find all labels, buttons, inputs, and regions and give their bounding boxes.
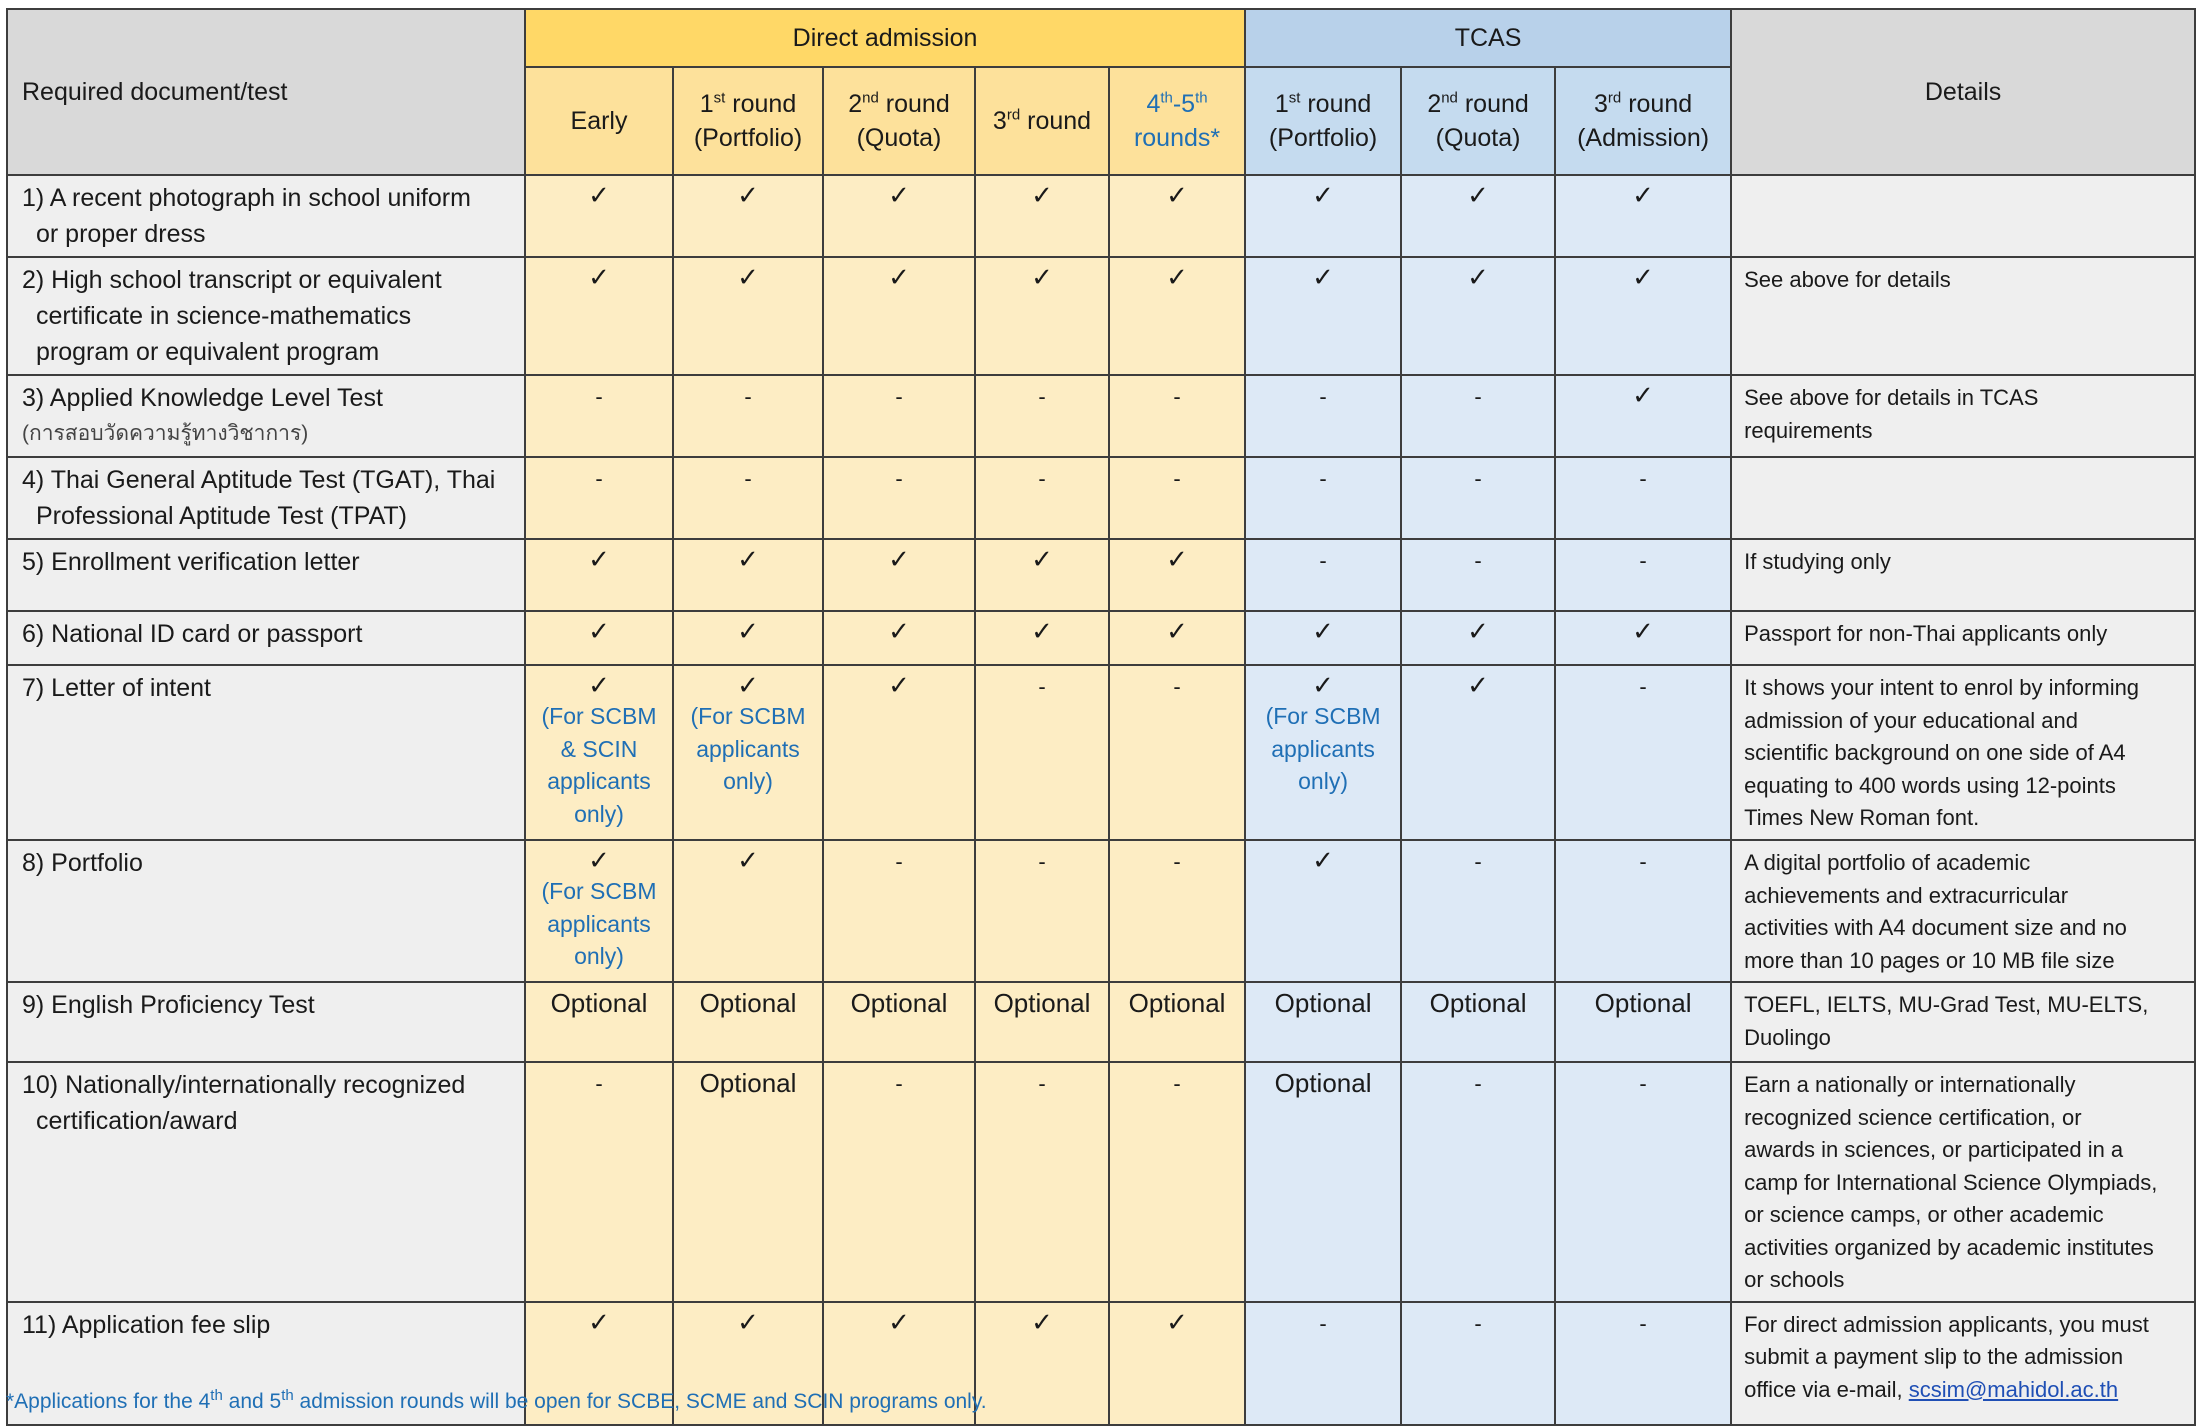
checkmark-icon: ✓: [1467, 262, 1489, 292]
admission-requirements-table: [6, 8, 2196, 1426]
document-label-line: 10) Nationally/internationally recognized: [22, 1071, 466, 1099]
header-direct-admission: Direct admission: [525, 9, 1245, 67]
requirement-cell: [975, 1062, 1109, 1302]
checkmark-icon: ✓: [588, 1306, 610, 1337]
checkmark-icon: ✓: [888, 544, 910, 574]
checkmark-icon: ✓: [588, 180, 610, 210]
applicant-note-line: & SCIN: [560, 735, 638, 762]
requirement-cell: [525, 840, 673, 982]
not-required-dash: -: [1173, 466, 1181, 491]
requirement-cell: [1401, 257, 1555, 375]
details-cell: [1731, 840, 2195, 982]
requirement-cell: [525, 257, 673, 375]
not-required-dash: -: [1319, 1310, 1327, 1336]
requirement-cell: [1555, 1062, 1731, 1302]
header-round-direct-2nd: 2nd round (Quota): [823, 67, 975, 175]
not-required-dash: -: [895, 849, 903, 874]
details-line: equating to 400 words using 12-points: [1744, 772, 2116, 798]
header-round-direct-4th-5th: 4th-5th rounds*: [1109, 67, 1245, 175]
requirement-cell: [975, 175, 1109, 257]
document-label-line: Professional Aptitude Test (TPAT): [36, 502, 407, 530]
document-label-line: 6) National ID card or passport: [22, 620, 363, 648]
details-line: achievements and extracurricular: [1744, 882, 2069, 908]
requirement-cell: [1401, 1062, 1555, 1302]
requirement-cell: [1555, 457, 1731, 539]
document-label-line: certification/award: [36, 1107, 238, 1135]
details-cell: [1731, 665, 2195, 840]
applicant-note-line: only): [723, 768, 773, 794]
details-line: office via e-mail,: [1744, 1376, 1909, 1402]
requirement-cell: [1109, 257, 1245, 375]
details-line: See above for details: [1744, 267, 1951, 292]
not-required-dash: -: [595, 466, 603, 491]
details-cell: [1731, 1302, 2195, 1425]
requirement-cell: [975, 457, 1109, 539]
requirement-cell: [823, 539, 975, 611]
not-required-dash: -: [1639, 849, 1647, 874]
details-line: or schools: [1744, 1267, 1845, 1292]
requirement-cell: [1109, 982, 1245, 1062]
requirement-cell: [1555, 175, 1731, 257]
requirement-cell: [1109, 665, 1245, 840]
table-row: [7, 1062, 2195, 1302]
details-cell: [1731, 175, 2195, 257]
checkmark-icon: ✓: [737, 262, 759, 292]
details-line: more than 10 pages or 10 MB file size: [1744, 947, 2115, 973]
requirement-cell: [1109, 375, 1245, 457]
required-document-cell: [7, 840, 525, 982]
requirement-cell: [1245, 375, 1401, 457]
checkmark-icon: ✓: [1312, 262, 1334, 292]
details-cell: [1731, 982, 2195, 1062]
header-round-tcas-1st: 1st round (Portfolio): [1245, 67, 1401, 175]
required-document-cell: [7, 539, 525, 611]
details-line: A digital portfolio of academic: [1744, 850, 2031, 875]
requirement-cell: [1401, 375, 1555, 457]
requirement-cell: [1245, 611, 1401, 665]
requirement-cell: [1555, 665, 1731, 840]
requirement-cell: [1555, 375, 1731, 457]
not-required-dash: -: [1639, 1310, 1647, 1336]
requirement-cell: [1109, 1062, 1245, 1302]
checkmark-icon: ✓: [1166, 544, 1188, 574]
details-cell: [1731, 375, 2195, 457]
header-round-tcas-2nd: 2nd round (Quota): [1401, 67, 1555, 175]
requirement-cell: [823, 375, 975, 457]
not-required-dash: -: [744, 384, 752, 409]
not-required-dash: -: [1319, 466, 1327, 491]
admission-email-link[interactable]: scsim@mahidol.ac.th: [1908, 1376, 2119, 1402]
required-document-cell: [7, 257, 525, 375]
details-line: Times New Roman font.: [1744, 805, 1980, 830]
applicant-note-line: only): [1298, 768, 1348, 794]
document-label-line: 8) Portfolio: [22, 849, 143, 877]
not-required-dash: -: [1173, 674, 1181, 699]
header-round-direct-1st: 1st round (Portfolio): [673, 67, 823, 175]
not-required-dash: -: [1639, 466, 1647, 491]
requirement-cell: [1109, 175, 1245, 257]
requirement-cell: [1401, 840, 1555, 982]
table-row: [7, 375, 2195, 457]
applicant-note-line: (For SCBM: [690, 703, 806, 729]
requirement-cell: [975, 982, 1109, 1062]
checkmark-icon: ✓: [1467, 616, 1489, 646]
required-document-cell: [7, 1062, 525, 1302]
applicant-note-line: (For SCBM: [541, 878, 657, 904]
checkmark-icon: ✓: [737, 670, 759, 700]
not-required-dash: -: [1173, 384, 1181, 409]
checkmark-icon: ✓: [737, 845, 759, 875]
checkmark-icon: ✓: [1031, 180, 1053, 210]
checkmark-icon: ✓: [1031, 262, 1053, 292]
checkmark-icon: ✓: [1632, 262, 1654, 292]
requirement-cell: [1245, 982, 1401, 1062]
details-cell: [1731, 257, 2195, 375]
checkmark-icon: ✓: [1312, 670, 1334, 700]
details-line: requirements: [1744, 417, 1873, 443]
checkmark-icon: ✓: [588, 670, 610, 700]
details-cell: [1731, 1062, 2195, 1302]
requirement-cell: [975, 665, 1109, 840]
details-line: It shows your intent to enrol by informing: [1744, 675, 2140, 700]
requirement-cell: [975, 840, 1109, 982]
requirement-cell: [673, 665, 823, 840]
details-line: camp for International Science Olympiads,: [1744, 1169, 2158, 1195]
document-label-line: 11) Application fee slip: [22, 1310, 271, 1339]
optional-label: Optional: [993, 988, 1091, 1018]
not-required-dash: -: [595, 384, 603, 409]
checkmark-icon: ✓: [888, 616, 910, 646]
document-label-line: certificate in science-mathematics: [36, 302, 412, 330]
requirement-cell: [525, 457, 673, 539]
requirement-cell: [1245, 1302, 1401, 1425]
applicant-note-line: only): [574, 943, 624, 969]
checkmark-icon: ✓: [1166, 1306, 1188, 1337]
requirement-cell: [1401, 982, 1555, 1062]
document-label-line: 1) A recent photograph in school uniform: [22, 184, 471, 212]
not-required-dash: -: [1038, 674, 1046, 699]
checkmark-icon: ✓: [1031, 544, 1053, 574]
requirement-cell: [975, 257, 1109, 375]
not-required-dash: -: [1639, 1071, 1647, 1096]
requirement-cell: [823, 665, 975, 840]
optional-label: Optional: [850, 988, 948, 1018]
optional-label: Optional: [1274, 988, 1372, 1018]
requirement-cell: [525, 611, 673, 665]
requirement-cell: [1245, 175, 1401, 257]
details-line: admission of your educational and: [1744, 707, 2078, 733]
requirement-cell: [1555, 982, 1731, 1062]
optional-label: Optional: [1274, 1068, 1372, 1098]
not-required-dash: -: [1038, 384, 1046, 409]
required-document-cell: [7, 611, 525, 665]
requirement-cell: [1109, 539, 1245, 611]
requirement-cell: [525, 539, 673, 611]
not-required-dash: -: [1319, 384, 1327, 409]
details-line: Passport for non-Thai applicants only: [1744, 621, 2108, 646]
table-row: [7, 982, 2195, 1062]
checkmark-icon: ✓: [1166, 262, 1188, 292]
requirement-cell: [823, 611, 975, 665]
applicant-note-line: (For SCBM: [1265, 703, 1381, 729]
details-line: If studying only: [1744, 549, 1891, 574]
requirement-cell: [1401, 1302, 1555, 1425]
details-line: activities with A4 document size and no: [1744, 915, 2127, 940]
checkmark-icon: ✓: [588, 845, 610, 875]
not-required-dash: -: [1038, 1071, 1046, 1096]
not-required-dash: -: [895, 1071, 903, 1096]
requirement-cell: [525, 665, 673, 840]
required-document-cell: [7, 457, 525, 539]
requirement-cell: [975, 1302, 1109, 1425]
document-label-line: 5) Enrollment verification letter: [22, 548, 360, 576]
details-line: recognized science certification, or: [1744, 1104, 2082, 1130]
requirement-cell: [673, 1062, 823, 1302]
not-required-dash: -: [1038, 466, 1046, 491]
checkmark-icon: ✓: [1467, 670, 1489, 700]
checkmark-icon: ✓: [888, 262, 910, 292]
header-details: Details: [1731, 9, 2195, 175]
details-line: For direct admission applicants, you must: [1744, 1311, 2149, 1337]
requirement-cell: [1555, 1302, 1731, 1425]
requirement-cell: [673, 457, 823, 539]
header-round-tcas-3rd: 3rd round (Admission): [1555, 67, 1731, 175]
not-required-dash: -: [1474, 466, 1482, 491]
required-document-cell: [7, 175, 525, 257]
not-required-dash: -: [1474, 1310, 1482, 1336]
table-row: [7, 257, 2195, 375]
requirement-cell: [1401, 665, 1555, 840]
details-line: Earn a nationally or internationally: [1744, 1072, 2076, 1097]
checkmark-icon: ✓: [888, 1306, 910, 1337]
details-cell: [1731, 539, 2195, 611]
not-required-dash: -: [1474, 849, 1482, 874]
requirement-cell: [673, 982, 823, 1062]
requirement-cell: [823, 457, 975, 539]
requirement-cell: [673, 257, 823, 375]
checkmark-icon: ✓: [888, 670, 910, 700]
requirement-cell: [1245, 539, 1401, 611]
not-required-dash: -: [1474, 384, 1482, 409]
header-tcas: TCAS: [1245, 9, 1731, 67]
checkmark-icon: ✓: [1312, 180, 1334, 210]
requirement-cell: [1555, 257, 1731, 375]
details-cell: [1731, 457, 2195, 539]
requirement-cell: [823, 1062, 975, 1302]
requirement-cell: [1109, 611, 1245, 665]
details-line: activities organized by academic institutes: [1744, 1234, 2154, 1260]
not-required-dash: -: [595, 1071, 603, 1096]
requirement-cell: [1555, 539, 1731, 611]
checkmark-icon: ✓: [588, 616, 610, 646]
table-row: [7, 539, 2195, 611]
optional-label: Optional: [699, 1068, 797, 1098]
requirement-cell: [1555, 611, 1731, 665]
requirement-cell: [823, 257, 975, 375]
requirement-cell: [1245, 840, 1401, 982]
required-document-cell: [7, 982, 525, 1062]
checkmark-icon: ✓: [888, 180, 910, 210]
document-label-line: or proper dress: [36, 220, 206, 248]
document-label-line: 9) English Proficiency Test: [22, 991, 315, 1019]
document-label-line: 7) Letter of intent: [22, 674, 212, 702]
requirement-cell: [673, 539, 823, 611]
requirement-cell: [673, 611, 823, 665]
not-required-dash: -: [895, 384, 903, 409]
footnote: *Applications for the 4th and 5th admission rounds will be open for SCBE, SCME and SCIN programs only.: [6, 1387, 987, 1413]
requirement-cell: [525, 1062, 673, 1302]
requirement-cell: [975, 539, 1109, 611]
optional-label: Optional: [550, 988, 648, 1018]
details-cell: [1731, 611, 2195, 665]
checkmark-icon: ✓: [737, 180, 759, 210]
checkmark-icon: ✓: [1467, 180, 1489, 210]
checkmark-icon: ✓: [1031, 1306, 1053, 1337]
checkmark-icon: ✓: [1166, 616, 1188, 646]
applicant-note-line: applicants: [547, 768, 651, 794]
table-row: [7, 457, 2195, 539]
checkmark-icon: ✓: [1632, 180, 1654, 210]
requirement-cell: [1245, 665, 1401, 840]
table-row: [7, 665, 2195, 840]
requirement-cell: [1401, 611, 1555, 665]
applicant-note-line: only): [574, 800, 624, 827]
checkmark-icon: ✓: [588, 544, 610, 574]
requirement-cell: [823, 982, 975, 1062]
document-label-line: 3) Applied Knowledge Level Test: [22, 384, 383, 412]
checkmark-icon: ✓: [1312, 616, 1334, 646]
document-label-line: 4) Thai General Aptitude Test (TGAT), Thai: [22, 466, 496, 494]
requirement-cell: [525, 982, 673, 1062]
not-required-dash: -: [1639, 674, 1647, 699]
checkmark-icon: ✓: [1031, 616, 1053, 646]
requirement-cell: [1401, 457, 1555, 539]
checkmark-icon: ✓: [737, 616, 759, 646]
not-required-dash: -: [1038, 849, 1046, 874]
document-label-line: program or equivalent program: [36, 338, 380, 366]
details-line: Duolingo: [1744, 1024, 1831, 1050]
checkmark-icon: ✓: [1312, 845, 1334, 875]
not-required-dash: -: [744, 466, 752, 491]
requirement-cell: [1109, 1302, 1245, 1425]
required-document-cell: [7, 665, 525, 840]
requirement-cell: [673, 175, 823, 257]
requirement-cell: [1109, 457, 1245, 539]
requirement-cell: [1401, 175, 1555, 257]
table-row: [7, 175, 2195, 257]
requirement-cell: [975, 375, 1109, 457]
requirement-cell: [1245, 457, 1401, 539]
checkmark-icon: ✓: [1632, 380, 1654, 410]
applicant-note-line: applicants: [696, 735, 800, 762]
applicant-note-line: applicants: [547, 910, 651, 937]
checkmark-icon: ✓: [1166, 180, 1188, 210]
requirement-cell: [823, 175, 975, 257]
not-required-dash: -: [895, 466, 903, 491]
requirement-cell: [673, 840, 823, 982]
checkmark-icon: ✓: [737, 544, 759, 574]
details-line: TOEFL, IELTS, MU-Grad Test, MU-ELTS,: [1744, 992, 2149, 1017]
header-round-early: Early: [525, 67, 673, 175]
requirement-cell: [975, 611, 1109, 665]
checkmark-icon: ✓: [588, 262, 610, 292]
header-required-document: Required document/test: [7, 9, 525, 175]
not-required-dash: -: [1474, 548, 1482, 573]
checkmark-icon: ✓: [737, 1306, 759, 1337]
requirement-cell: [525, 375, 673, 457]
optional-label: Optional: [1128, 988, 1226, 1018]
requirement-cell: [1245, 1062, 1401, 1302]
not-required-dash: -: [1639, 548, 1647, 573]
required-document-cell: [7, 375, 525, 457]
table-row: [7, 840, 2195, 982]
checkmark-icon: ✓: [1632, 616, 1654, 646]
document-label-line: 2) High school transcript or equivalent: [22, 266, 442, 294]
details-line: or science camps, or other academic: [1744, 1202, 2104, 1227]
requirement-cell: [1555, 840, 1731, 982]
requirement-cell: [525, 175, 673, 257]
not-required-dash: -: [1173, 849, 1181, 874]
table-row: [7, 611, 2195, 665]
optional-label: Optional: [699, 988, 797, 1018]
not-required-dash: -: [1474, 1071, 1482, 1096]
header-round-direct-3rd: 3rd round: [975, 67, 1109, 175]
document-thai-label: (การสอบวัดความรู้ทางวิชาการ): [22, 422, 309, 445]
optional-label: Optional: [1594, 988, 1692, 1018]
details-line: See above for details in TCAS: [1744, 385, 2039, 410]
requirement-cell: [823, 840, 975, 982]
requirement-cell: [1109, 840, 1245, 982]
not-required-dash: -: [1319, 548, 1327, 573]
requirement-cell: [673, 375, 823, 457]
applicant-note-line: (For SCBM: [541, 703, 657, 729]
details-line: submit a payment slip to the admission: [1744, 1344, 2124, 1369]
not-required-dash: -: [1173, 1071, 1181, 1096]
applicant-note-line: applicants: [1271, 735, 1375, 762]
optional-label: Optional: [1429, 988, 1527, 1018]
details-line: scientific background on one side of A4: [1744, 740, 2126, 765]
requirement-cell: [1245, 257, 1401, 375]
details-line: awards in sciences, or participated in a: [1744, 1137, 2124, 1162]
requirement-cell: [1401, 539, 1555, 611]
